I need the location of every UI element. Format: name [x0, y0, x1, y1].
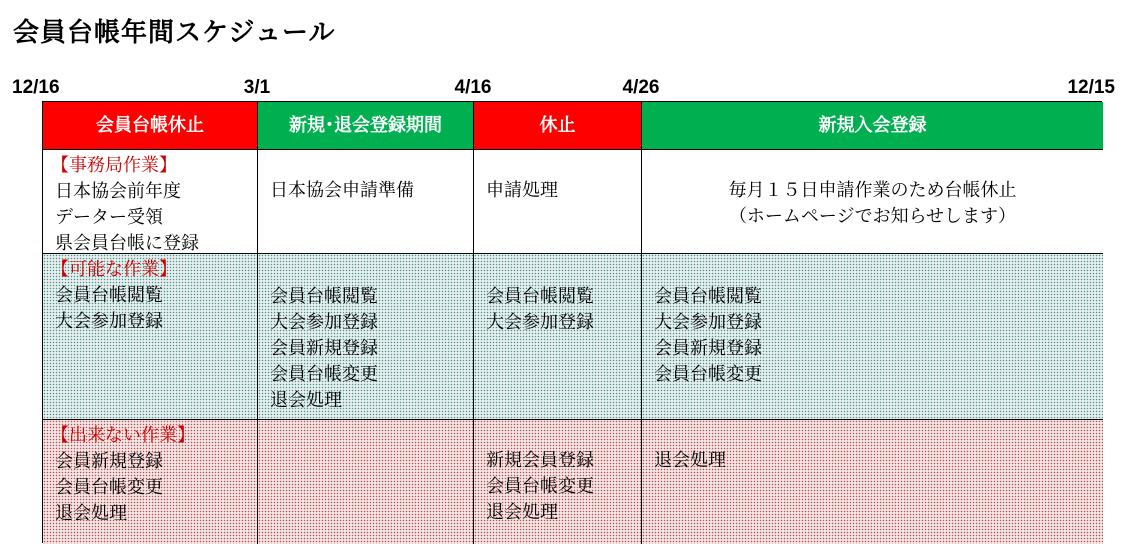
impossible-work-item: 退会処理 — [486, 502, 558, 523]
possible-work-cell — [474, 254, 642, 420]
possible-work-item: 会員台帳閲覧 — [270, 286, 378, 307]
possible-work-cell — [43, 254, 258, 420]
possible-work-item: 会員台帳閲覧 — [55, 285, 163, 306]
office-work-cell — [642, 150, 1103, 254]
office-work-cell — [43, 150, 258, 254]
period-header-pause: 休止 — [474, 102, 642, 150]
impossible-work-item: 新規会員登録 — [486, 450, 594, 471]
possible-work-heading: 【可能な作業】 — [51, 259, 177, 280]
page-title: 会員台帳年間スケジュール — [13, 18, 336, 48]
office-work-item: データー受領 — [55, 207, 163, 228]
impossible-work-cell — [474, 420, 642, 544]
impossible-work-item: 会員台帳変更 — [55, 477, 163, 498]
impossible-work-item: 会員台帳変更 — [486, 476, 594, 497]
possible-work-item: 会員台帳変更 — [654, 364, 762, 385]
impossible-work-cell — [258, 420, 474, 544]
impossible-work-item: 退会処理 — [654, 450, 726, 471]
office-work-cell — [474, 150, 642, 254]
office-work-item: 日本協会申請準備 — [270, 180, 414, 201]
impossible-work-cell — [642, 420, 1103, 544]
period-header-suspend: 会員台帳休止 — [43, 102, 258, 150]
date-label-mar1: 3/1 — [243, 77, 271, 98]
office-work-cell — [258, 150, 474, 254]
impossible-work-item: 会員新規登録 — [55, 451, 163, 472]
possible-work-item: 会員台帳閲覧 — [654, 286, 762, 307]
date-label-end: 12/15 — [1067, 77, 1115, 98]
period-header-new-registration: 新規入会登録 — [642, 102, 1103, 150]
period-header-registration: 新規･退会登録期間 — [258, 102, 474, 150]
possible-work-item: 会員台帳変更 — [270, 364, 378, 385]
date-label-apr16: 4/16 — [454, 77, 492, 98]
office-work-heading: 【事務局作業】 — [51, 155, 177, 176]
office-work-item: 申請処理 — [486, 180, 558, 201]
office-work-item: 県会員台帳に登録 — [55, 233, 199, 254]
schedule-table — [42, 101, 1102, 543]
impossible-work-item: 退会処理 — [55, 503, 127, 524]
office-work-item: 毎月１５日申請作業のため台帳休止 — [728, 180, 1017, 201]
office-work-item: 日本協会前年度 — [55, 181, 181, 202]
office-work-item: （ホームページでお知らせします） — [728, 206, 1017, 227]
possible-work-item: 会員新規登録 — [654, 338, 762, 359]
possible-work-item: 大会参加登録 — [270, 312, 378, 333]
possible-work-cell — [258, 254, 474, 420]
possible-work-item: 大会参加登録 — [486, 312, 594, 333]
possible-work-item: 大会参加登録 — [55, 311, 163, 332]
possible-work-item: 会員台帳閲覧 — [486, 286, 594, 307]
possible-work-cell — [642, 254, 1103, 420]
impossible-work-cell — [43, 420, 258, 544]
impossible-work-heading: 【出来ない作業】 — [51, 425, 195, 446]
possible-work-item: 大会参加登録 — [654, 312, 762, 333]
possible-work-item: 退会処理 — [270, 390, 342, 411]
date-label-apr26: 4/26 — [622, 77, 660, 98]
possible-work-item: 会員新規登録 — [270, 338, 378, 359]
date-label-start: 12/16 — [12, 77, 60, 98]
